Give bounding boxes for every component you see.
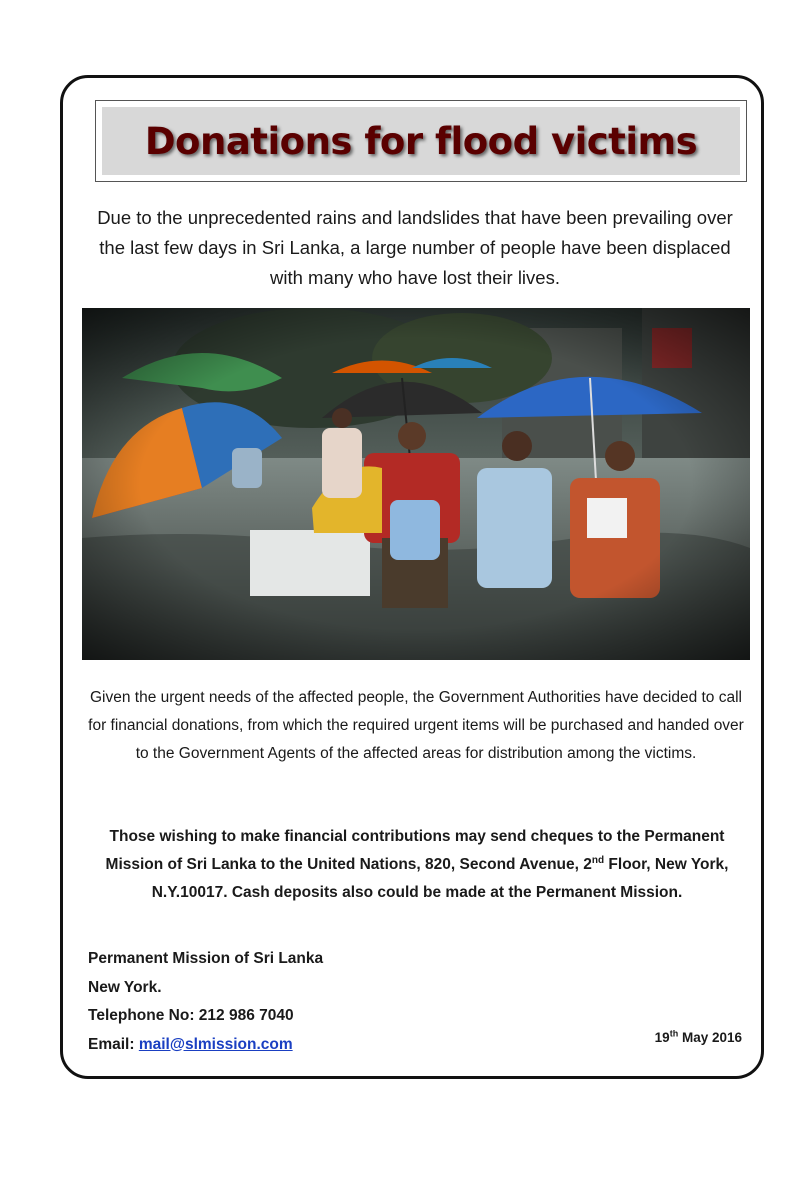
flood-photo-illustration [82, 308, 750, 660]
contact-org: Permanent Mission of Sri Lanka [88, 950, 324, 967]
contact-city: New York. [88, 978, 162, 996]
title-banner [102, 107, 740, 175]
ordinal-suffix: nd [591, 854, 605, 866]
email-link[interactable]: mail@slmission.com [138, 1035, 293, 1053]
contribution-instructions [84, 823, 750, 907]
date-day: 19 [654, 1030, 670, 1045]
flood-photo [82, 308, 750, 660]
date-suffix: th [669, 1028, 679, 1039]
appeal-paragraph: Given the urgent needs of the affected people, the Government Authorities have decided to call for financial donations, from which the required urgent items will be purchased and handed over to the Government Agents of the affected areas for distribution among the victims. [88, 689, 744, 762]
contact-email-line [88, 1031, 488, 1060]
page-title: Donations for flood victims [144, 119, 698, 163]
title-box [95, 100, 747, 182]
contact-telephone: Telephone No: 212 986 7040 [88, 1007, 294, 1024]
contact-block [88, 945, 488, 1059]
contribution-text-part1: Those wishing to make financial contributions may send cheques to the Permanent Mission of Sri Lanka to the United Nations, 820, Second Avenue, 2 [105, 828, 725, 873]
date-rest: May 2016 [678, 1030, 742, 1045]
contribution-text-part2: Floor, New York, N.Y.10017. Cash deposits also could be made at the Permanent Mission. [151, 856, 729, 901]
email-label: Email: [88, 1035, 139, 1053]
date [655, 1030, 742, 1045]
intro-paragraph: Due to the unprecedented rains and landslides that have been prevailing over the last few days in Sri Lanka, a large number of people have been displaced with many who have lost their lives. [97, 207, 733, 288]
